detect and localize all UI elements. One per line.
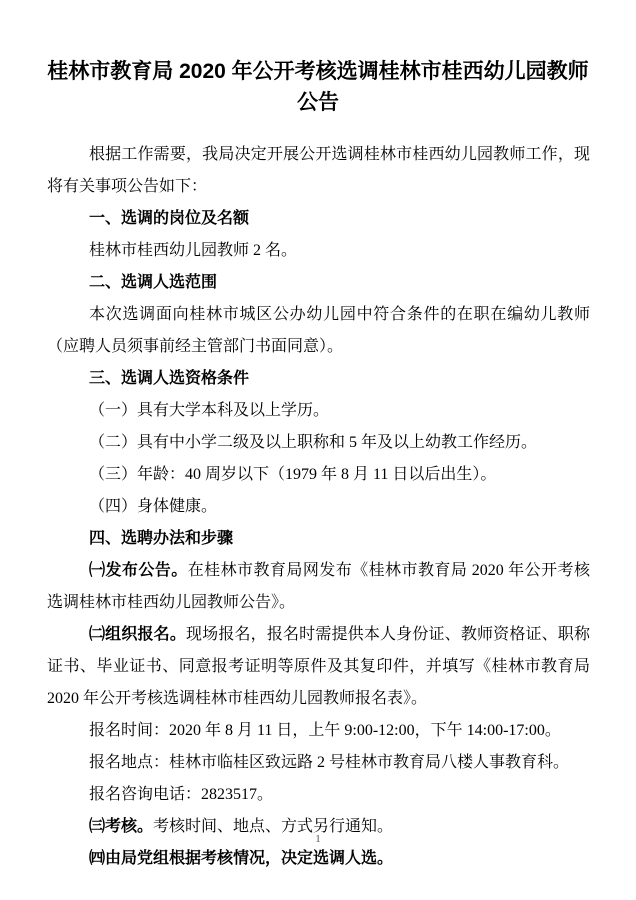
document-title: 桂林市教育局 2020 年公开考核选调桂林市桂西幼儿园教师公告 [47, 60, 589, 114]
bold-text-run: 一、选调的岗位及名额 [89, 210, 250, 227]
paragraph [47, 363, 590, 395]
paragraph [47, 779, 590, 811]
text-run: 本次选调面向桂林市城区公办幼儿园中符合条件的在职在编幼儿教师（应聘人员须事前经主管部门书面同意）。 [47, 306, 590, 355]
text-run: 考核时间、地点、方式另行通知。 [153, 818, 394, 835]
text-run: 报名地点：桂林市临桂区致远路 2 号桂林市教育局八楼人事教育科。 [89, 754, 570, 771]
paragraph [47, 555, 590, 619]
paragraph [47, 715, 590, 747]
text-run: （三）年龄：40 周岁以下（1979 年 8 月 11 日以后出生）。 [89, 466, 497, 483]
text-run: （二）具有中小学二级及以上职称和 5 年及以上幼教工作经历。 [89, 434, 538, 451]
text-run: 在桂林市教育局网发布《桂林市教育局 2020 年公开考核选调桂林市桂西幼儿园教师公告》。 [47, 562, 590, 611]
paragraph [47, 299, 590, 363]
text-run: 报名时间：2020 年 8 月 11 日，上午 9:00-12:00，下午 14:00-17:00。 [89, 722, 561, 739]
text-run: 桂林市桂西幼儿园教师 2 名。 [89, 242, 298, 259]
bold-text-run: ㈢考核。 [89, 818, 154, 835]
page-number: 1 [315, 833, 321, 845]
paragraph [47, 619, 590, 715]
text-run: 现场报名，报名时需提供本人身份证、教师资格证、职称证书、毕业证书、同意报考证明等原件及其复印件，并填写《桂林市教育局 2020 年公开考核选调桂林市桂西幼儿园教师报名表》。 [47, 626, 590, 707]
paragraph [47, 267, 590, 299]
paragraph [47, 395, 590, 427]
paragraph [47, 491, 590, 523]
paragraph [47, 427, 590, 459]
paragraph [47, 139, 590, 203]
bold-text-run: 四、选聘办法和步骤 [89, 530, 234, 547]
paragraph [47, 747, 590, 779]
paragraph [47, 235, 590, 267]
paragraph [47, 203, 590, 235]
text-run: （一）具有大学本科及以上学历。 [89, 402, 330, 419]
bold-text-run: 二、选调人选范围 [89, 274, 218, 291]
text-run: 报名咨询电话：2823517。 [89, 786, 274, 803]
bold-text-run: ㈠发布公告。 [89, 562, 188, 579]
bold-text-run: ㈣由局党组根据考核情况，决定选调人选。 [89, 850, 394, 867]
text-run: 根据工作需要，我局决定开展公开选调桂林市桂西幼儿园教师工作，现将有关事项公告如下： [47, 146, 590, 195]
bold-text-run: ㈡组织报名。 [89, 626, 186, 643]
paragraph [47, 843, 590, 875]
text-run: （四）身体健康。 [89, 498, 218, 515]
document-body [47, 139, 590, 875]
paragraph [47, 459, 590, 491]
paragraph [47, 523, 590, 555]
bold-text-run: 三、选调人选资格条件 [89, 370, 250, 387]
